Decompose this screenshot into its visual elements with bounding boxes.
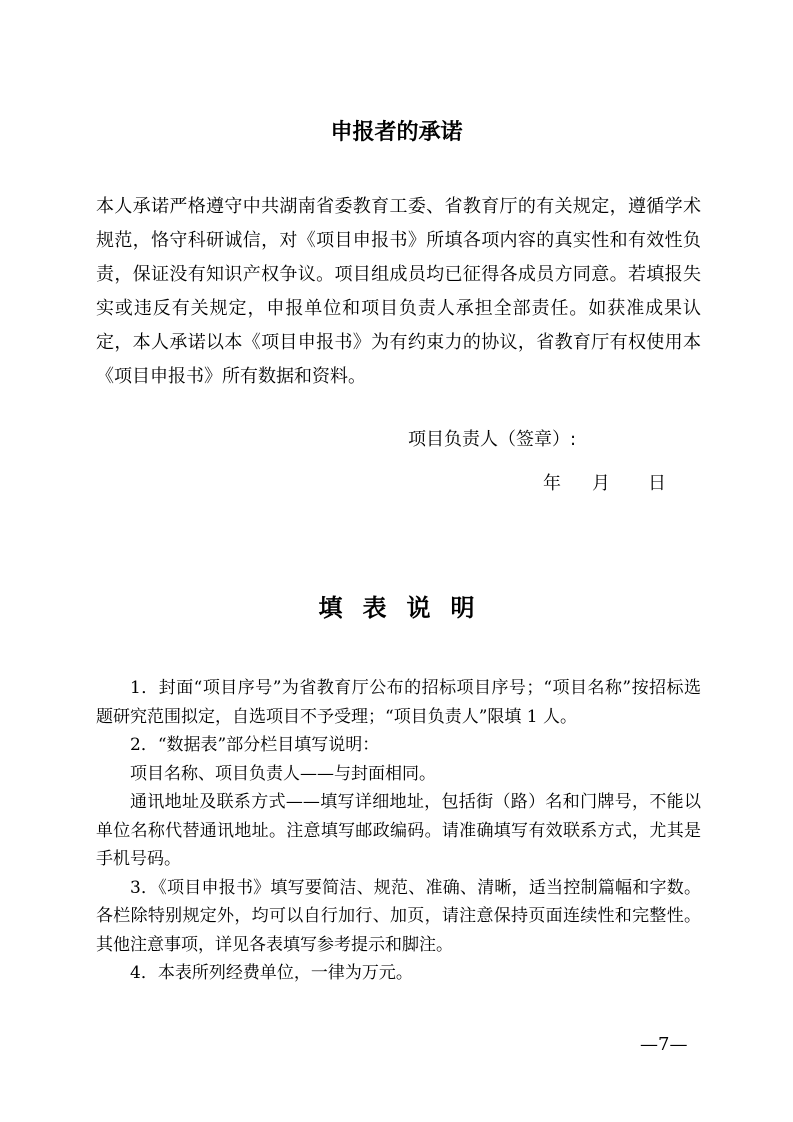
date-year-label: 年 xyxy=(543,473,561,494)
instruction-item: 4．本表所列经费单位，一律为万元。 xyxy=(130,963,413,983)
page-number: —7— xyxy=(640,1034,688,1055)
instruction-item: 通讯地址及联系方式——填写详细地址，包括街（路）名和门牌号，不能以单位名称代替通讯地址。注意填写邮政编码。请准确填写有效联系方式，尤其是手机号码。 xyxy=(96,792,701,869)
signer-label: 项目负责人（签章）: xyxy=(408,429,577,450)
pledge-title: 申报者的承诺 xyxy=(330,120,463,145)
pledge-body-text: 本人承诺严格遵守中共湖南省委教育工委、省教育厅的有关规定，遵循学术规范，恪守科研诚信，对《项目申报书》所填各项内容的真实性和有效性负责，保证没有知识产权争议。项目组成员均已征得各成员方同意。若填报失实或违反有关规定，申报单位和项目负责人承担全部责任。如获准成果认定，本人承诺以本《项目申报书》为有约束力的协议，省教育厅有权使用本《项目申报书》所有数据和资料。 xyxy=(96,196,701,387)
instructions-title: 填表说明 xyxy=(318,593,495,622)
date-day-label: 日 xyxy=(648,473,666,494)
date-line xyxy=(543,471,666,497)
date-month-label: 月 xyxy=(592,473,610,494)
instruction-item: 项目名称、项目负责人——与封面相同。 xyxy=(130,763,436,784)
instruction-item: 1．封面“项目序号”为省教育厅公布的招标项目序号；“项目名称”按招标选题研究范围拟定，自选项目不予受理；“项目负责人”限填 1 人。 xyxy=(96,678,701,727)
instruction-item: 2．“数据表”部分栏目填写说明： xyxy=(130,735,380,755)
instruction-item: 3．《项目申报书》填写要简洁、规范、准确、清晰，适当控制篇幅和字数。各栏除特别规定外，均可以自行加行、加页，请注意保持页面连续性和完整性。其他注意事项，详见各表填写参考提示和脚注。 xyxy=(96,877,701,955)
instructions-list xyxy=(96,674,701,988)
